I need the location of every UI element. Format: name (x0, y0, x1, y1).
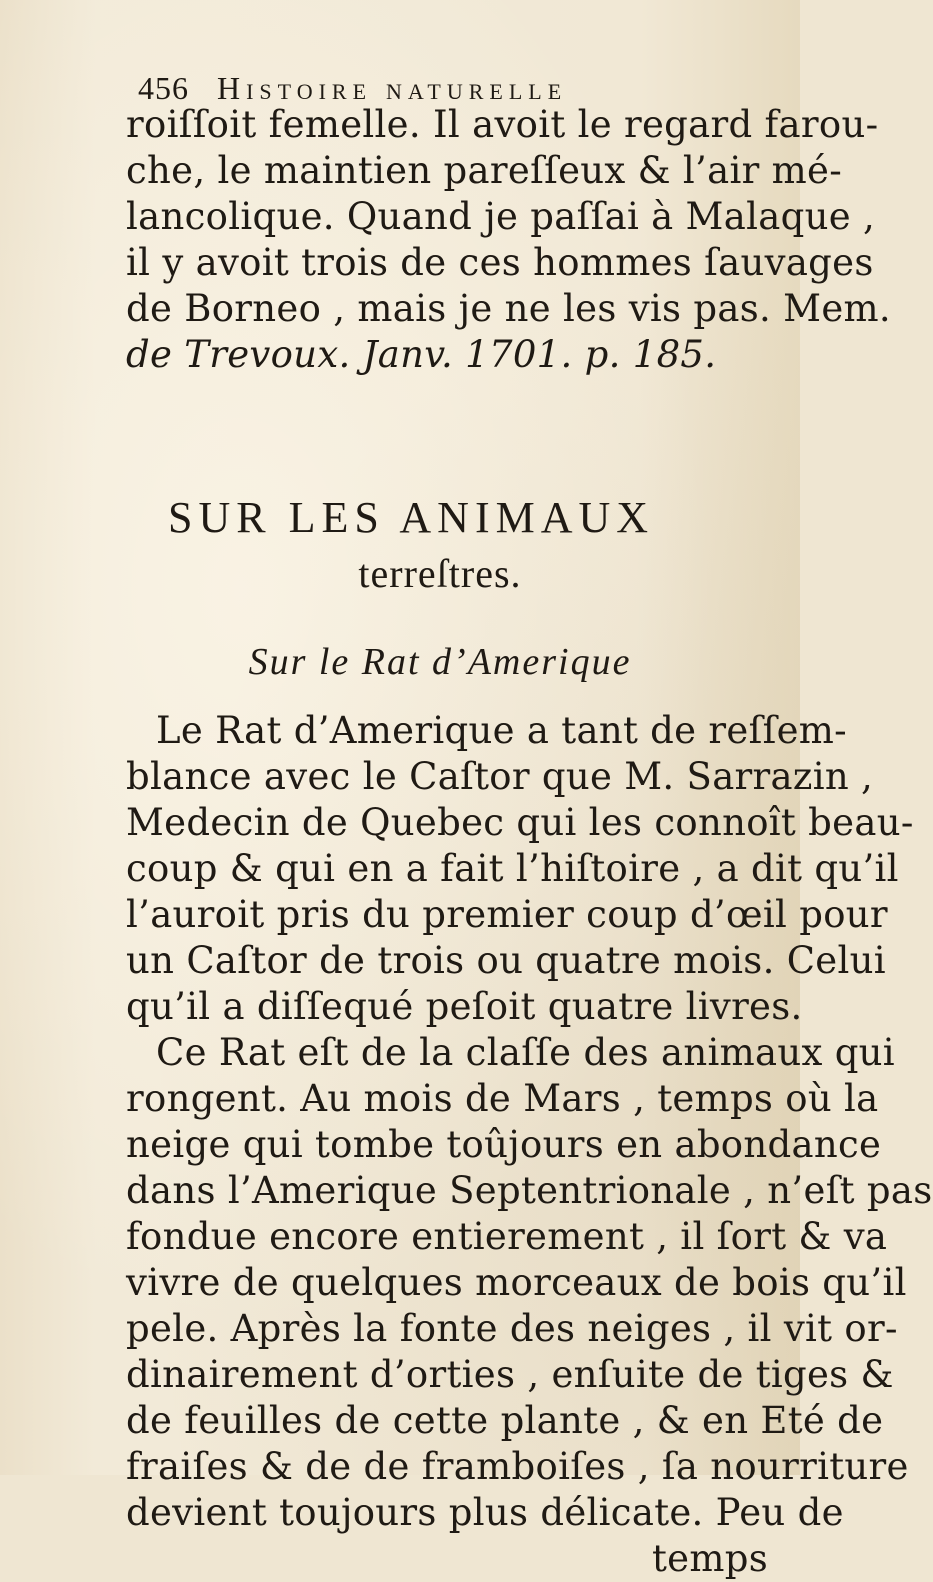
text-line: vivre de quelques morceaux de bois qu’il (126, 1261, 907, 1304)
text-line: coup & qui en a fait l’hiſtoire , a dit qu’il (126, 847, 899, 890)
text-line: Ce Rat eſt de la claſſe des animaux qui (156, 1031, 895, 1074)
text-line: l’auroit pris du premier coup d’œil pour (126, 893, 888, 936)
text-line: dans l’Amerique Septentrionale , n’eſt pas (126, 1169, 933, 1212)
text-line: devient toujours plus délicate. Peu de (126, 1491, 844, 1534)
subsection-title: Sur le Rat d’Amerique (248, 641, 632, 683)
text-line: blance avec le Caſtor que M. Sarrazin , (126, 755, 874, 798)
text-line: roiſſoit femelle. Il avoit le regard farou- (126, 103, 879, 146)
page-number: 456 (138, 70, 189, 106)
text-line: che, le maintien pareſſeux & l’air mé- (126, 149, 843, 192)
text-line: Le Rat d’Amerique a tant de reſſem- (156, 709, 847, 752)
citation-line: de Trevoux. Janv. 1701. p. 185. (126, 333, 717, 376)
text-line: neige qui tombe toûjours en abondance (126, 1123, 882, 1166)
section-subtitle: terreſtres. (358, 551, 522, 596)
paragraph-main (126, 708, 933, 1582)
text-line: pele. Après la fonte des neiges , il vit or- (126, 1307, 898, 1350)
section-title: SUR LES ANIMAUX (168, 493, 655, 542)
text-line: il y avoit trois de ces hommes ſauvages (126, 241, 874, 284)
text-line: fondue encore entierement , il ſort & va (126, 1215, 888, 1258)
text-line: dinairement d’orties , enſuite de tiges & (126, 1353, 894, 1396)
text-line: lancolique. Quand je paſſai à Malaque , (126, 195, 876, 238)
text-line: fraiſes & de de framboiſes , ſa nourriture (126, 1445, 909, 1488)
text-line: rongent. Au mois de Mars , temps où la (126, 1077, 879, 1120)
catchword: temps (651, 1537, 768, 1580)
text-line: de feuilles de cette plante , & en Eté de (126, 1399, 884, 1442)
text-line: Medecin de Quebec qui les connoît beau- (126, 801, 914, 844)
paragraph-top (126, 102, 891, 378)
text-line: qu’il a diſſequé peſoit quatre livres. (126, 985, 803, 1028)
running-title: Histoire naturelle (217, 70, 568, 106)
text-line: un Caſtor de trois ou quatre mois. Celui (126, 939, 886, 982)
text-line: de Borneo , mais je ne les vis pas. Mem. (126, 287, 891, 330)
